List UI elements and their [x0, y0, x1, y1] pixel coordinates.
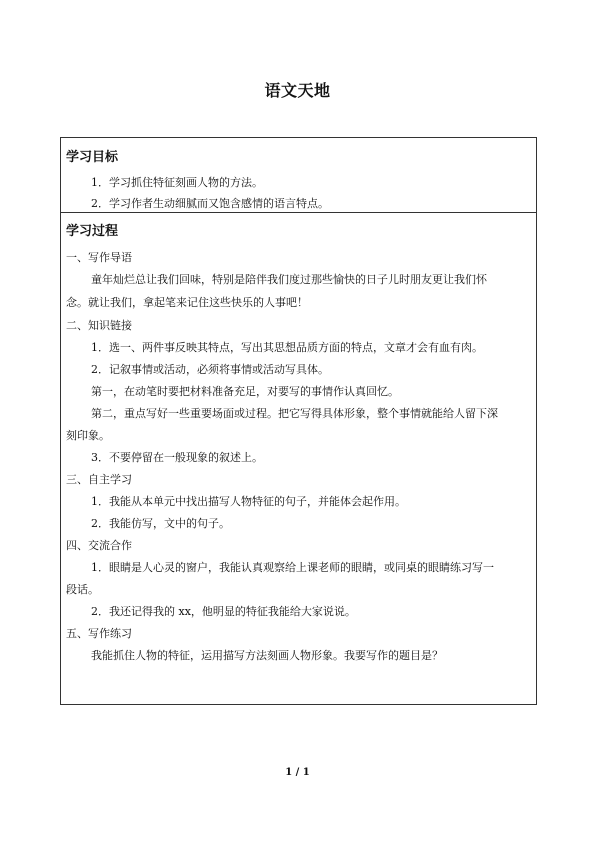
section-title: 五、写作练习: [66, 627, 132, 640]
page-title: 语文天地: [264, 81, 331, 100]
goal-item: 1．学习抓住特征刻画人物的方法。: [91, 176, 263, 189]
lesson-table: [60, 137, 537, 705]
section-title: 三、自主学习: [66, 473, 132, 486]
paragraph-line: 第二，重点写好一些重要场面或过程。把它写得具体形象，整个事情就能给人留下深: [91, 407, 498, 420]
paragraph-line: 段话。: [66, 583, 99, 596]
paragraph-line: 1．眼睛是人心灵的窗户，我能认真观察给上课老师的眼睛，或同桌的眼睛练习写一: [91, 561, 494, 574]
paragraph-line: 第一，在动笔时要把材料准备充足，对要写的事情作认真回忆。: [91, 385, 399, 398]
paragraph-line: 2．我还记得我的 xx，他明显的特征我能给大家说说。: [91, 605, 356, 618]
section-title: 二、知识链接: [66, 319, 132, 332]
paragraph-line: 3．不要停留在一般现象的叙述上。: [91, 451, 263, 464]
paragraph-line: 2．记叙事情或活动，必须将事情或活动写具体。: [91, 363, 329, 376]
paragraph-line: 念。就让我们，拿起笔来记住这些快乐的人事吧！: [66, 296, 308, 309]
section-divider: [61, 212, 536, 213]
section-title: 一、写作导语: [66, 251, 132, 264]
paragraph-line: 刻印象。: [66, 429, 110, 442]
goals-heading: 学习目标: [66, 150, 119, 165]
paragraph-line: 1．选一、两件事反映其特点，写出其思想品质方面的特点，文章才会有血有肉。: [91, 341, 483, 354]
section-title: 四、交流合作: [66, 539, 132, 552]
paragraph-line: 我能抓住人物的特征，运用描写方法刻画人物形象。我要写作的题目是？: [91, 649, 443, 662]
paragraph-line: 1．我能从本单元中找出描写人物特征的句子，并能体会起作用。: [91, 495, 406, 508]
paragraph-line: 童年灿烂总让我们回味，特别是陪伴我们度过那些愉快的日子儿时朋友更让我们怀: [91, 273, 487, 286]
goal-item: 2．学习作者生动细腻而又饱含感情的语言特点。: [91, 197, 329, 210]
process-heading: 学习过程: [66, 224, 119, 239]
paragraph-line: 2．我能仿写，文中的句子。: [91, 517, 230, 530]
page-number: 1 / 1: [285, 767, 310, 778]
